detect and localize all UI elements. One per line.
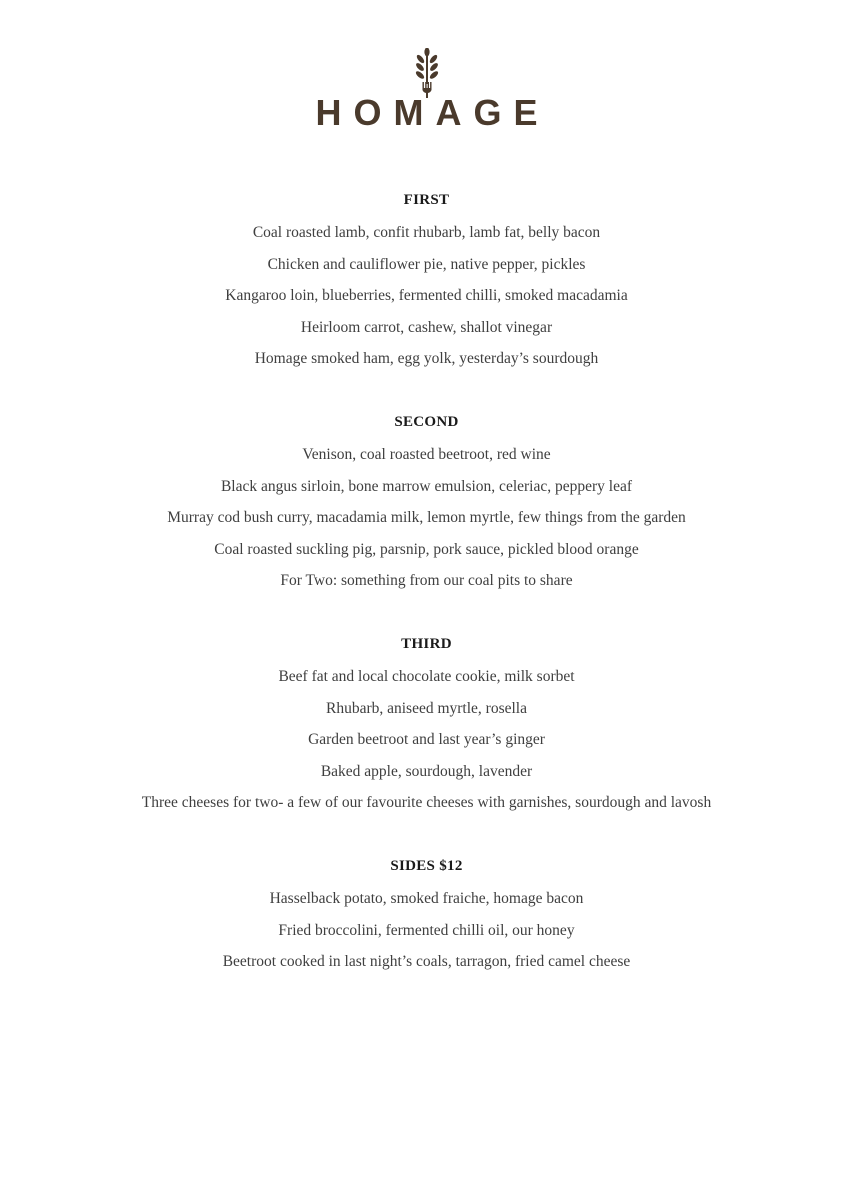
dish-item: Homage smoked ham, egg yolk, yesterday’s sourdough xyxy=(254,350,599,368)
dish-item: Hasselback potato, smoked fraiche, homage bacon xyxy=(269,889,584,907)
dish-item: Garden beetroot and last year’s ginger xyxy=(308,731,545,749)
dish-item: Coal roasted lamb, confit rhubarb, lamb fat, belly bacon xyxy=(252,224,601,241)
dish-item: Rhubarb, aniseed myrtle, rosella xyxy=(325,699,527,717)
dish-item: Chicken and cauliflower pie, native pepper, pickles xyxy=(267,255,586,273)
dish-item: Kangaroo loin, blueberries, fermented chilli, smoked macadamia xyxy=(225,287,628,305)
section-title: FIRST xyxy=(403,192,450,208)
dish-item: Beetroot cooked in last night’s coals, tarragon, fried camel cheese xyxy=(222,953,631,971)
brand-name: HOMAGE xyxy=(315,92,550,133)
menu-section-third xyxy=(0,630,853,819)
dish-item: Beef fat and local chocolate cookie, milk sorbet xyxy=(278,667,575,685)
section-title: SIDES $12 xyxy=(390,857,463,874)
section-title: THIRD xyxy=(401,635,452,652)
dish-item: Venison, coal roasted beetroot, red wine xyxy=(302,445,551,463)
dish-item: Murray cod bush curry, macadamia milk, lemon myrtle, few things from the garden xyxy=(167,509,686,527)
section-title: SECOND xyxy=(394,413,459,430)
wheat-fork-icon xyxy=(407,48,447,98)
dish-item: For Two: something from our coal pits to share xyxy=(280,572,573,590)
menu-section-sides xyxy=(0,852,853,978)
menu-section-first xyxy=(0,186,853,375)
dish-item: Three cheeses for two- a few of our favourite cheeses with garnishes, sourdough and lavosh xyxy=(141,794,712,812)
dish-item: Baked apple, sourdough, lavender xyxy=(320,762,533,780)
dish-item: Black angus sirloin, bone marrow emulsion, celeriac, peppery leaf xyxy=(220,477,633,495)
dish-item: Heirloom carrot, cashew, shallot vinegar xyxy=(300,318,553,336)
dish-item: Coal roasted suckling pig, parsnip, pork sauce, pickled blood orange xyxy=(214,540,639,558)
dish-item: Fried broccolini, fermented chilli oil, our honey xyxy=(278,921,575,939)
menu-section-second xyxy=(0,408,853,597)
homage-logo xyxy=(0,48,853,133)
menu xyxy=(0,186,853,1011)
